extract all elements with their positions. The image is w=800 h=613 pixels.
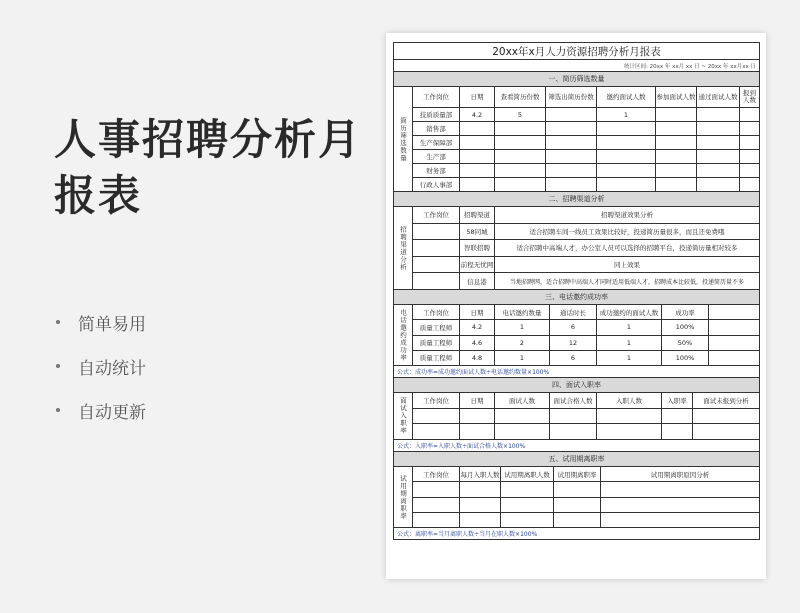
table-cell	[460, 513, 501, 527]
table-cell	[697, 178, 740, 191]
table-cell	[546, 136, 597, 149]
table-cell	[697, 122, 740, 135]
table-cell	[740, 136, 759, 149]
promo-title-line1: 人事招聘分析月	[54, 115, 363, 164]
table-cell: 同上效果	[614, 261, 640, 270]
column-header: 试用期离职原因分析	[650, 470, 710, 479]
table-row	[413, 423, 759, 439]
table-cell	[413, 498, 460, 512]
table-cell: 4.6	[460, 336, 495, 350]
table-cell	[656, 178, 697, 191]
section-heading: 三、电话邀约成功率	[394, 290, 759, 304]
column-header: 招聘渠道	[460, 207, 495, 223]
table-cell	[554, 513, 601, 527]
table-cell	[597, 150, 656, 163]
table-row	[413, 239, 759, 256]
table-cell: 智联招聘	[460, 240, 495, 256]
table-cell: 4.8	[460, 351, 495, 365]
table-cell	[601, 482, 759, 496]
table-cell	[495, 178, 546, 191]
table-cell: 12	[550, 336, 597, 350]
table-cell	[601, 513, 759, 527]
table-cell	[597, 424, 662, 439]
table-cell: 58同城	[460, 224, 495, 240]
table-cell	[501, 498, 554, 512]
table-cell	[697, 136, 740, 149]
table-row	[413, 319, 759, 334]
section-body	[413, 87, 759, 191]
column-header: 招聘渠道效果分析	[601, 211, 653, 220]
table-cell	[413, 224, 460, 240]
table-cell	[693, 409, 759, 424]
table-cell: 100%	[662, 320, 709, 334]
column-header: 电话邀约数量	[495, 305, 550, 319]
section-body	[413, 207, 759, 289]
table-cell: 100%	[662, 351, 709, 365]
column-header: 报到人数	[743, 89, 756, 104]
table-cell	[740, 150, 759, 163]
table-cell	[460, 482, 501, 496]
table-cell	[495, 122, 546, 135]
table-cell	[697, 150, 740, 163]
table-cell	[460, 150, 495, 163]
bullet-icon	[56, 320, 60, 324]
table-row	[413, 408, 759, 424]
table-cell	[709, 336, 759, 350]
table-row	[413, 350, 759, 365]
table-cell	[656, 164, 697, 177]
table-cell	[501, 513, 554, 527]
table-cell: 质量工程师	[413, 351, 460, 365]
column-header: 邀约面试人数	[597, 87, 656, 107]
table-cell	[460, 178, 495, 191]
table-cell	[495, 164, 546, 177]
table-cell	[662, 409, 693, 424]
section-heading: 五、试用期离职率	[394, 452, 759, 466]
table-row	[413, 256, 759, 273]
column-header: 筛选出简历份数	[546, 87, 597, 107]
table-cell	[597, 178, 656, 191]
column-header: 日期	[460, 305, 495, 319]
table-cell	[495, 150, 546, 163]
table-cell	[460, 122, 495, 135]
table-cell	[413, 424, 460, 439]
formula-note: 公式：入职率=入职人数÷面试合格人数×100%	[397, 443, 526, 450]
column-header: 工作岗位	[413, 393, 460, 408]
table-cell	[546, 164, 597, 177]
table-cell	[413, 482, 460, 496]
table-cell	[601, 498, 759, 512]
table-cell	[460, 136, 495, 149]
table-cell: 1	[597, 351, 662, 365]
table-cell: 1	[597, 108, 656, 121]
table-cell: 质量工程师	[413, 320, 460, 334]
table-cell	[413, 273, 460, 289]
table-cell	[697, 164, 740, 177]
column-header: 成功率	[662, 305, 709, 319]
report-title: 20xx年x月人力资源招聘分析月报表	[492, 45, 661, 58]
table-row	[413, 87, 759, 107]
table-cell	[413, 240, 460, 256]
column-header: 通过面试人数	[697, 87, 740, 107]
table-cell	[460, 164, 495, 177]
report-sheet-preview	[386, 33, 766, 579]
table-cell	[740, 108, 759, 121]
table-row	[413, 467, 759, 481]
section-side-label: 电话邀约成功率	[394, 305, 413, 365]
table-cell	[460, 409, 495, 424]
column-header: 通话时长	[550, 305, 597, 319]
table-cell	[546, 178, 597, 191]
table-cell: 当地招聘网，适合招聘中高端人才同时适用低端人才，招聘成本比较低，投递简历量不多	[509, 278, 744, 286]
table-row	[413, 512, 759, 527]
section-side-label: 简历筛选数量	[394, 87, 413, 191]
section-body	[413, 467, 759, 527]
table-row	[413, 497, 759, 512]
table-cell	[656, 150, 697, 163]
table-cell: 前程无忧网	[460, 257, 495, 273]
table-cell	[709, 351, 759, 365]
section-body	[413, 305, 759, 365]
section-heading: 一、简历筛选数量	[394, 72, 759, 86]
column-header: 工作岗位	[413, 87, 460, 107]
table-row	[413, 207, 759, 223]
column-header: 面试人数	[495, 393, 550, 408]
promo-title-line2: 报表	[54, 171, 143, 220]
table-cell	[413, 409, 460, 424]
table-cell	[554, 482, 601, 496]
table-cell	[460, 424, 495, 439]
table-cell: 50%	[662, 336, 709, 350]
column-header: 日期	[460, 87, 495, 107]
table-cell: 生产部	[413, 150, 460, 163]
table-cell	[740, 164, 759, 177]
section-side-label: 试用期离职率	[394, 467, 413, 527]
column-header: 工作岗位	[413, 207, 460, 223]
table-cell	[546, 150, 597, 163]
table-cell	[413, 257, 460, 273]
table-cell	[550, 424, 597, 439]
table-row	[413, 163, 759, 177]
table-cell: 1	[597, 336, 662, 350]
formula-note: 公式：离职率=当月离职人数÷当月在职人数×100%	[397, 531, 538, 538]
section-body	[413, 393, 759, 439]
section-side-label: 面试入职率	[394, 393, 413, 439]
column-header: 查看简历份数	[495, 87, 546, 107]
table-cell	[656, 122, 697, 135]
table-cell: 4.2	[460, 108, 495, 121]
table-cell	[550, 409, 597, 424]
table-cell: 生产保障部	[413, 136, 460, 149]
table-row	[413, 121, 759, 135]
table-cell: 6	[550, 320, 597, 334]
table-row	[413, 305, 759, 319]
column-header: 试用期离职率	[554, 467, 601, 481]
feature-list	[56, 300, 146, 432]
column-header: 入职率	[662, 393, 693, 408]
column-header: 参加面试人数	[656, 87, 697, 107]
feature-item: 自动统计	[56, 344, 146, 388]
table-cell: 适合招聘中高端人才，办公室人员可以选择的招聘平台，投递简历量相对较多	[516, 244, 738, 253]
table-cell	[495, 136, 546, 149]
table-row	[413, 272, 759, 289]
table-cell: 1	[495, 351, 550, 365]
column-header: 面试未报到分析	[703, 396, 749, 405]
table-cell	[709, 305, 759, 319]
table-cell: 4.2	[460, 320, 495, 334]
table-cell	[697, 108, 740, 121]
table-cell	[597, 409, 662, 424]
table-cell	[709, 320, 759, 334]
table-cell	[740, 178, 759, 191]
table-cell	[656, 136, 697, 149]
table-cell: 5	[495, 108, 546, 121]
table-cell	[740, 122, 759, 135]
column-header: 工作岗位	[413, 467, 460, 481]
column-header: 工作岗位	[413, 305, 460, 319]
table-row	[413, 177, 759, 191]
table-row	[413, 107, 759, 121]
table-cell	[546, 108, 597, 121]
table-cell: 信息港	[460, 273, 495, 289]
column-header: 试用期离职人数	[501, 467, 554, 481]
column-header: 每月入职人数	[460, 467, 501, 481]
bullet-icon	[56, 408, 60, 412]
table-cell	[495, 424, 550, 439]
table-cell	[495, 409, 550, 424]
table-cell: 6	[550, 351, 597, 365]
table-cell: 质量工程师	[413, 336, 460, 350]
table-cell: 财务部	[413, 164, 460, 177]
table-cell	[413, 513, 460, 527]
table-row	[413, 481, 759, 496]
report-table	[393, 42, 760, 540]
table-cell: 1	[597, 320, 662, 334]
table-row	[413, 393, 759, 408]
table-cell	[656, 108, 697, 121]
bullet-icon	[56, 364, 60, 368]
table-cell	[597, 136, 656, 149]
table-cell	[693, 424, 759, 439]
table-row	[413, 335, 759, 350]
column-header: 成功邀约的面试人数	[597, 305, 662, 319]
table-cell: 技质质量部	[413, 108, 460, 121]
table-cell	[597, 164, 656, 177]
table-cell: 适合招聘车间一线员工效果比较好，投递简历量很多，而且还免费哦	[529, 227, 725, 236]
table-cell	[546, 122, 597, 135]
section-heading: 四、面试入职率	[394, 378, 759, 392]
section-heading: 二、招聘渠道分析	[394, 192, 759, 206]
table-row	[413, 135, 759, 149]
table-cell	[501, 482, 554, 496]
table-cell	[597, 122, 656, 135]
section-side-label: 招聘渠道分析	[394, 207, 413, 289]
table-cell	[460, 498, 501, 512]
table-row	[413, 223, 759, 240]
table-cell: 1	[495, 320, 550, 334]
formula-note: 公式：成功率=成功邀约面试人数÷电话邀约数量×100%	[397, 369, 550, 376]
column-header: 面试合格人数	[550, 393, 597, 408]
feature-item: 自动更新	[56, 388, 146, 432]
column-header: 入职人数	[597, 393, 662, 408]
table-cell: 销售部	[413, 122, 460, 135]
feature-item: 简单易用	[56, 300, 146, 344]
table-cell	[662, 424, 693, 439]
promo-title	[54, 112, 362, 224]
column-header: 日期	[460, 393, 495, 408]
table-row	[413, 149, 759, 163]
table-cell: 2	[495, 336, 550, 350]
table-cell	[554, 498, 601, 512]
table-cell: 行政人事部	[413, 178, 460, 191]
report-period: 统计区间: 20xx 年 xx月 xx 日 ~ 20xx 年 xx月xx 日	[623, 63, 756, 70]
